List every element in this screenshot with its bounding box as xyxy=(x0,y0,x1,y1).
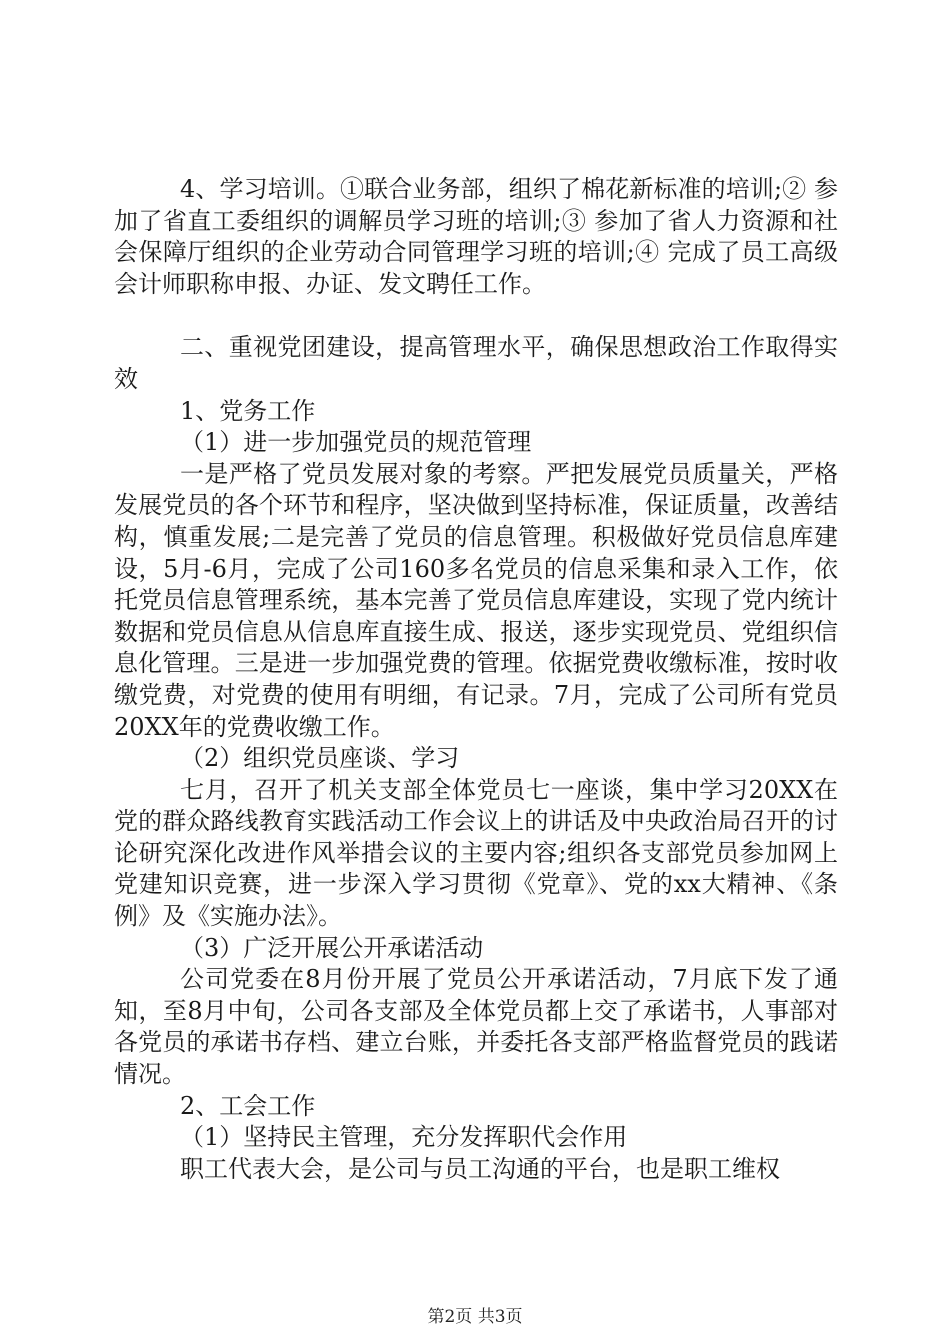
paragraph-gap xyxy=(114,300,838,332)
paragraph-workers-congress: 职工代表大会，是公司与员工沟通的平台，也是职工维权 xyxy=(180,1154,780,1183)
subheading-party-affairs: 1、党务工作 xyxy=(180,396,316,425)
item-heading-democratic-management: （1）坚持民主管理，充分发挥职代会作用 xyxy=(180,1123,628,1152)
subheading-union-work: 2、工会工作 xyxy=(180,1091,316,1120)
item-heading-public-commitment: （3）广泛开展公开承诺活动 xyxy=(180,933,484,962)
paragraph-member-management: 一是严格了党员发展对象的考察。严把发展党员质量关，严格发展党员的各个环节和程序，坚决做到坚持标准，保证质量，改善结构，慎重发展;二是完善了党员的信息管理。积极做好党员信息库建设，5月-6月，完成了公司160多名党员的信息采集和录入工作，依托党员信息管理系统，基本完善了党员信息库建设，实现了党内统计数据和党员信息从信息库直接生成、报送，逐步实现党员、党组织信息化管理。三是进一步加强党费的管理。依据党费收缴标准，按时收缴党费，对党费的使用有明细，有记录。7月，完成了公司所有党员20XX年的党费收缴工作。 xyxy=(114,459,838,741)
item-heading-member-seminar: （2）组织党员座谈、学习 xyxy=(180,744,460,773)
paragraph-public-commitment: 公司党委在8月份开展了党员公开承诺活动，7月底下发了通知，至8月中旬，公司各支部及全体党员都上交了承诺书，人事部对各党员的承诺书存档、建立台账，并委托各支部严格监督党员的践诺情况。 xyxy=(114,965,838,1089)
paragraph-member-seminar: 七月，召开了机关支部全体党员七一座谈，集中学习20XX在党的群众路线教育实践活动工作会议上的讲话及中央政治局召开的讨论研究深化改进作风举措会议的主要内容;组织各支部党员参加网上党建知识竞赛，进一步深入学习贯彻《党章》、党的xx大精神、《条例》及《实施办法》。 xyxy=(114,775,838,931)
page-footer: 第2页 共3页 xyxy=(427,1307,523,1327)
document-body xyxy=(114,174,838,1185)
item-heading-member-management: （1）进一步加强党员的规范管理 xyxy=(180,428,532,457)
paragraph-study-training: 4、学习培训。①联合业务部，组织了棉花新标准的培训;② 参加了省直工委组织的调解员学习班的培训;③ 参加了省人力资源和社会保障厅组织的企业劳动合同管理学习班的培训;④ 完成了员工高级会计师职称申报、办证、发文聘任工作。 xyxy=(114,175,838,298)
section-heading-party-building: 二、重视党团建设，提高管理水平，确保思想政治工作取得实效 xyxy=(114,333,838,393)
